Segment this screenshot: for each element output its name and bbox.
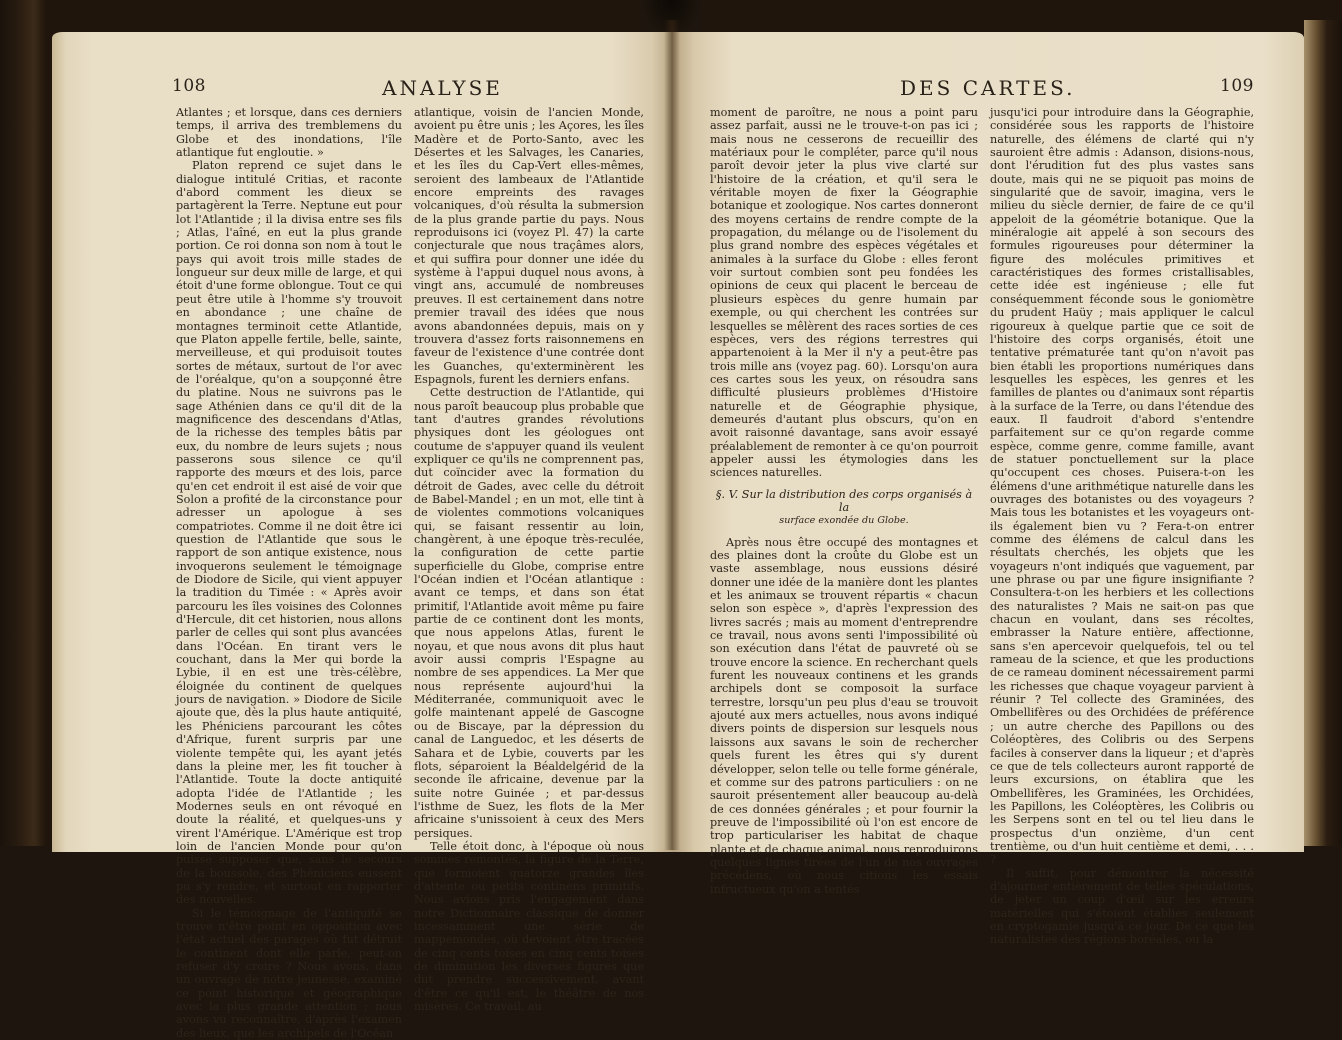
paragraph: Cette destruction de l'Atlantide, qui nous paroît beaucoup plus probable que tant d'autres grandes révolutions physiques dont les géologues ont coutume de s'appuyer quand ils veulent expliquer ce qu'ils ne comprennent pas, dut coïncider avec la formation du détroit de Gades, avec celle du détroit de Babel-Mandel ; en un mot, elle tint à de violentes commotions volcaniques qui, se faisant ressentir au loin, changèrent, à une époque très-reculée, la configuration de cette partie superficielle du Globe, comprise entre l'Océan indien et l'Océan atlantique : avant ce temps, et dans son état primitif, l'Atlantide avoit même pu faire partie de ce continent dont les monts, que nous appelons Atlas, furent le noyau, et que nous avons dit plus haut avoir aussi compris l'Espagne au nombre de ses appendices. La Mer que nous représente aujourd'hui la Méditerranée, communiquoit avec le golfe maintenant appelé de Gascogne ou de Biscaye, par la dépression du canal de Languedoc, et les déserts de Sahara et de Lybie, couverts par les flots, séparoient la Béaldelgérid de la seconde île africaine, devenue par la suite notre Guinée ; et par-dessus l'isthme de Suez, les flots de la Mer africaine s'unissoient à ceux des Mers persiques. xyxy=(414,386,644,840)
book-gutter xyxy=(664,20,680,850)
left-page-number: 108 xyxy=(172,76,206,96)
right-column-2 xyxy=(990,106,1254,947)
paragraph: Si le témoignage de l'antiquité se trouve n'être point en opposition avec l'état actuel des parages où fut détruit le continent dont elle parle, peut-on refuser d'y croire ? Nous avons, dans un ouvrage de notre jeunesse, examiné ce point historique et géographique avec la plus grande attention ; nous avons vu reconnaître, d'après l'examen des lieux, que les archipels de l'Océan xyxy=(176,906,402,1040)
page-edges xyxy=(1304,20,1342,846)
paragraph: atlantique, voisin de l'ancien Monde, avoient pu être unis ; les Açores, les îles Madère et de Porto-Santo, avec les Désertes et les Salvages, les Canaries, et les îles du Cap-Vert elles-mêmes, seroient des lambeaux de l'Atlantide encore empreints des ravages volcaniques, d'où résulta la submersion de la plus grande partie du pays. Nous reproduisons ici (voyez Pl. 47) la carte conjecturale que nous traçâmes alors, et qui suffira pour donner une idée du système à l'appui duquel nous avons, à vingt ans, accumulé de nombreuses preuves. Il est certainement dans notre premier travail des idées que nous avons abandonnées depuis, mais on y trouvera d'assez forts raisonnemens en faveur de l'existence d'une contrée dont les Guanches, qu'exterminèrent les Espagnols, furent les derniers enfans. xyxy=(414,106,644,386)
left-column-1 xyxy=(176,106,402,1040)
section-title: §. V. Sur la distribution des corps organisés à la xyxy=(715,487,973,514)
section-heading xyxy=(710,488,978,528)
paragraph: moment de paroître, ne nous a point paru assez parfait, aussi ne le trouve-t-on pas ici ; mais nous ne cesserons de recueillir des matériaux pour le compléter, parce qu'il nous paroît devoir jeter la plus vive clarté sur l'histoire de la création, et qu'il sera le véritable moyen de fixer la Géographie botanique et zoologique. Nos cartes donneront des moyens certains de rendre compte de la propagation, du mélange ou de l'isolement du plus grand nombre des espèces végétales et animales à la surface du Globe : elles feront voir surtout combien sont peu fondées les opinions de ceux qui placent le berceau de plusieurs espèces du genre humain par exemple, ou qui cherchent les contrées sur lesquelles se mêlèrent des races sorties de ces espèces, vers des régions terrestres qui appartenoient à la Mer il n'y a peut-être pas trois mille ans (voyez pag. 60). Lorsqu'on aura ces cartes sous les yeux, on résoudra sans difficulté plusieurs problèmes d'Histoire naturelle et de Géographie physique, demeurés d'autant plus obscurs, qu'on en avoit raisonné davantage, sans avoir essayé préalablement de remonter à ce qu'on pourroit appeler aussi les étymologies dans les sciences naturelles. xyxy=(710,106,978,480)
paragraph: Telle étoit donc, à l'époque où nous sommes remontés, la figure de la Terre, que formoient quatorze grandes îles d'attente ou petits continens primitifs. Nous avions pris l'engagement dans notre Dictionnaire classique de donner incessamment une série de mappemondes, où devoient être tracées de cinq cents toises en cinq cents toises de diminution les diverses figures que dut prendre successivement, avant d'être ce qu'il est, le théâtre de nos misères. Ce travail, au xyxy=(414,839,644,1014)
right-page-number: 109 xyxy=(1220,76,1254,96)
paragraph: Après nous être occupé des montagnes et des plaines dont la croûte du Globe est un vaste assemblage, nous eussions désiré donner une idée de la manière dont les plantes et les animaux se trouvent répartis « chacun selon son espèce », d'après l'expression des livres sacrés ; mais au moment d'entreprendre ce travail, nous avons senti l'impossibilité où son exécution dans l'état de pauvreté où se trouve encore la science. En recherchant quels furent les nouveaux continens et les grands archipels dont se composoit la surface terrestre, lorsqu'un peu plus d'eau se trouvoit ajouté aux mers actuelles, nous avons indiqué divers points de dispersion sur lesquels nous laissons aux savans le soin de rechercher quels furent les êtres qui s'y durent développer, selon telle ou telle forme générale, et comme sur des patrons particuliers : on ne sauroit présentement aller beaucoup au-delà de ces données générales ; et pour fournir la preuve de l'impossibilité où l'on est encore de trop particulariser les habitat de chaque plante et de chaque animal, nous reproduirons quelques lignes tirées de l'un de nos ouvrages précédens, où nous citions les essais infructueux qu'on a tentés xyxy=(710,535,978,896)
section-subtitle: surface exondée du Globe. xyxy=(779,515,909,527)
left-column-2 xyxy=(414,106,644,1014)
right-column-1 xyxy=(710,106,978,896)
left-page xyxy=(52,32,672,1040)
right-running-head: DES CARTES. xyxy=(900,76,1076,100)
paragraph: jusqu'ici pour introduire dans la Géographie, considérée sous les rapports de l'histoire naturelle, des élémens de clarté qui n'y sauroient être admis : Adanson, disions-nous, dont l'érudition fut des plus vastes sans doute, mais qui ne se piquoit pas moins de singularité que de savoir, imagina, vers le milieu du siècle dernier, de faire de ce qu'il appeloit de la géométrie botanique. Que la minéralogie ait appelé à son secours des formules rigoureuses pour déterminer la figure des molécules primitives et caractéristiques des formes cristallisables, cette idée est ingénieuse ; elle fut conséquemment féconde sous le goniomètre du prudent Haüy ; mais appliquer le calcul rigoureux à quelque partie que ce soit de l'histoire des corps organisés, étoit une tentative prématurée tant qu'on n'avoit pas bien établi les proportions numériques dans lesquelles les espèces, les genres et les familles de plantes ou d'animaux sont répartis à la surface de la Terre, ou dans l'étendue des eaux. Il faudroit d'abord s'entendre parfaitement sur ce qu'on regarde comme espèce, comme genre, comme famille, avant de statuer ponctuellement sur la place qu'occupent ces choses. Puisera-t-on les élémens d'une arithmétique naturelle dans les ouvrages des botanistes ou des voyageurs ? Mais tous les botanistes et les voyageurs ont-ils également bien vu ? Fera-t-on entrer comme des élémens de calcul dans les résultats cherchés, les objets que les voyageurs n'ont indiqués que vaguement, par une phrase ou par une figure insignifiante ? Consultera-t-on les herbiers et les collections des naturalistes ? Mais ne sait-on pas que chacun en voulant, dans ses récoltes, embrasser la Nature entière, affectionne, sans s'en apercevoir quelquefois, tel ou tel rameau de la science, et que les productions de ce rameau dominent nécessairement parmi les richesses que chaque voyageur parvient à réunir ? Tel collecte des Graminées, des Ombellifères ou des Orchidées de préférence ; un autre cherche des Papillons ou des Coléoptères, des Colibris ou des Serpens faciles à conserver dans la liqueur ; et d'après ce que de tels collecteurs auront rapporté de leurs excursions, on établira que les Ombellifères, les Graminées, les Orchidées, les Papillons, les Coléoptères, les Colibris ou les Serpens sont en tel ou tel lieu dans le prospectus d'un onzième, d'un cent trentième, ou d'un huit centième et demi, . . . ? xyxy=(990,106,1254,867)
paragraph: Platon reprend ce sujet dans le dialogue intitulé Critias, et raconte d'abord comment les dieux se partagèrent la Terre. Neptune eut pour lot l'Atlantide ; il la divisa entre ses fils ; Atlas, l'aîné, en eut la plus grande portion. Ce roi donna son nom à tout le pays qui avoit trois mille stades de longueur sur deux mille de large, et qui étoit d'une forme oblongue. Tout ce qui peut être utile à l'homme s'y trouvoit en abondance ; une chaîne de montagnes terminoit cette Atlantide, que Platon appelle fertile, belle, sainte, merveilleuse, et qui produisoit toutes sortes de métaux, surtout de l'or avec de l'oréalque, qu'on a soupçonné être du platine. Nous ne suivrons pas le sage Athénien dans ce qu'il dit de la magnificence des descendans d'Atlas, de la richesse des temples bâtis par eux, du nombre de leurs sujets ; nous passerons sous silence ce qu'il rapporte des mœurs et des lois, parce qu'en cet endroit il est aisé de voir que Solon a profité de la circonstance pour adresser un apologue à ses compatriotes. Comme il ne doit être ici question de l'Atlantide que sous le rapport de son antique existence, nous invoquerons seulement le témoignage de Diodore de Sicile, qui vient appuyer la tradition du Timée : « Après avoir parcouru les îles voisines des Colonnes d'Hercule, dit cet historien, nous allons parler de celles qui sont plus avancées dans l'Océan. En tirant vers le couchant, dans la Mer qui borde la Lybie, il en est une très-célèbre, éloignée du continent de quelques jours de navigation. » Diodore de Sicile ajoute que, dès la plus haute antiquité, les Phéniciens parcourant les côtes d'Afrique, furent surpris par une violente tempête qui, les ayant jetés dans la pleine mer, les fit toucher à l'Atlantide. Toute la docte antiquité adopta l'idée de l'Atlantide ; les Modernes seuls en ont révoqué en doute la réalité, et quelques-uns y virent l'Amérique. L'Amérique est trop loin de l'ancien Monde pour qu'on puisse supposer que, sans le secours de la boussole, des Phéniciens eussent pu s'y rendre, et surtout en rapporter des nouvelles. xyxy=(176,159,402,907)
left-running-head: ANALYSE xyxy=(382,76,503,100)
paragraph: Atlantes ; et lorsque, dans ces derniers temps, il arriva des tremblemens du Globe et des inondations, l'île atlantique fut engloutie. » xyxy=(176,106,402,160)
paragraph: Il suffit, pour démontrer la nécessité d'ajourner entièrement de telles spéculations, de jeter un coup d'œil sur les erreurs matérielles qui s'étoient établies seulement en cryptogamie jusqu'à ce jour. De ce que les naturalistes des régions boréales, ou la xyxy=(990,866,1254,947)
right-page xyxy=(672,32,1304,947)
